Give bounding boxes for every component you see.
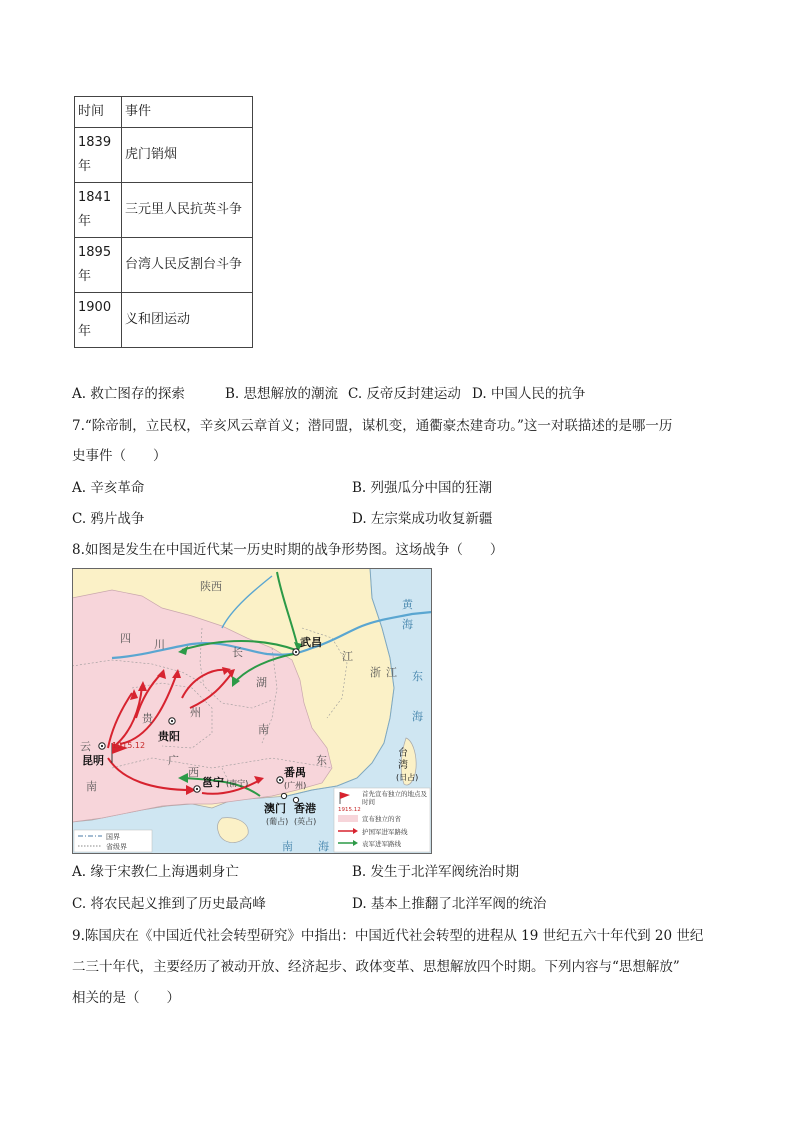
map-label-wuchang: 武昌 <box>300 636 322 649</box>
q7-stem-line2: 史事件（ ） <box>72 448 167 464</box>
map-label-yunnan-nan: 南 <box>86 780 97 793</box>
map-note-panyu: (广州) <box>284 781 307 790</box>
map-label-taiwan-note: (日占) <box>396 773 419 782</box>
map-label-sichuan-chuan: 川 <box>154 638 165 651</box>
q8-option-d: D. 基本上推翻了北洋军阀的统治 <box>352 896 547 912</box>
q7-option-c: C. 鸦片战争 <box>72 511 145 527</box>
map-label-zhe: 浙 <box>370 666 381 679</box>
map-label-panyu: 番禺 <box>284 766 306 779</box>
table-header-event: 事件 <box>122 97 253 128</box>
q9-stem-line3: 相关的是（ ） <box>72 990 180 1006</box>
map-note-aomen: (葡占) <box>266 817 289 826</box>
table-cell-year: 1900年 <box>75 293 122 348</box>
q7-option-b: B. 列强瓜分中国的狂潮 <box>352 480 493 496</box>
q7-option-d: D. 左宗棠成功收复新疆 <box>352 511 493 527</box>
table-cell-year: 1839年 <box>75 128 122 183</box>
map-note-xianggang: (英占) <box>294 817 317 826</box>
q6-option-d: D. 中国人民的抗争 <box>472 386 586 402</box>
table-cell-event: 义和团运动 <box>122 293 253 348</box>
map-label-guang: 广 <box>168 754 179 767</box>
map-label-taiwan-tai: 台 <box>398 748 408 759</box>
q8-stem: 8.如图是发生在中国近代某一历史时期的战争形势图。这场战争（ ） <box>72 542 504 558</box>
events-table <box>74 96 253 348</box>
table-header-row <box>75 97 253 128</box>
table-row <box>75 238 253 293</box>
map-main-legend <box>334 788 430 852</box>
table-cell-year: 1841年 <box>75 183 122 238</box>
map-legend-flag-date: 1915.12 <box>338 807 361 813</box>
map-label-nan: 南 <box>258 723 269 736</box>
map-border-legend <box>74 830 152 852</box>
map-label-yongning: 邕宁 <box>202 776 224 789</box>
table-row <box>75 128 253 183</box>
map-label-hu: 湖 <box>256 676 267 689</box>
table-cell-event: 虎门销烟 <box>122 128 253 183</box>
map-legend-province: 宣布独立的省 <box>362 815 401 823</box>
q8-option-c: C. 将农民起义推到了历史最高峰 <box>72 896 266 912</box>
table-header-time: 时间 <box>75 97 122 128</box>
map-label-shaanxi: 陕西 <box>200 580 222 593</box>
table-cell-event: 台湾人民反割台斗争 <box>122 238 253 293</box>
map-legend-green-route: 袁军进军路线 <box>362 840 401 848</box>
q6-option-c: C. 反帝反封建运动 <box>348 386 461 402</box>
map-label-nanhai-hai: 海 <box>318 840 329 853</box>
map-label-taiwan-wan: 湾 <box>398 760 408 771</box>
map-label-hai2: 海 <box>412 710 423 723</box>
map-label-hai1: 海 <box>402 618 413 631</box>
table-row <box>75 183 253 238</box>
map-label-kunming: 昆明 <box>82 754 104 767</box>
q8-option-a: A. 缘于宋教仁上海遇刺身亡 <box>72 864 239 880</box>
map-legend-province-border: 省级界 <box>106 843 127 851</box>
q9-stem-line2: 二三十年代，主要经历了被动开放、经济起步、政体变革、思想解放四个时期。下列内容与“思想解放” <box>72 959 680 975</box>
table-cell-event: 三元里人民抗英斗争 <box>122 183 253 238</box>
map-legend-flag-text: 首先宣布独立的地点及时间 <box>362 790 427 806</box>
map-label-sichuan-si: 四 <box>120 632 131 645</box>
q7-stem-line1: 7.“除帝制，立民权，辛亥风云章首义；潜同盟，谋机变，通衢豪杰建奇功。”这一对联描述的是哪一历 <box>72 418 673 434</box>
q7-option-a: A. 辛亥革命 <box>72 480 145 496</box>
map-label-nanhai-nan: 南 <box>282 840 293 853</box>
map-label-jiang2: 江 <box>386 666 397 679</box>
map-label-yun: 云 <box>80 740 91 753</box>
map-legend-red-route: 护国军进军路线 <box>362 828 408 836</box>
map-flag-date: 1915.12 <box>112 741 146 750</box>
map-label-gui: 贵 <box>142 712 153 725</box>
map-label-guiyang: 贵阳 <box>158 730 180 743</box>
war-situation-map <box>72 568 432 854</box>
table-row <box>75 293 253 348</box>
map-label-chang: 长 <box>232 646 243 659</box>
map-label-zhou: 州 <box>190 706 201 719</box>
map-legend-border: 国界 <box>106 833 120 841</box>
map-label-xi: 西 <box>188 766 199 779</box>
q6-option-b: B. 思想解放的潮流 <box>225 386 339 402</box>
table-cell-year: 1895年 <box>75 238 122 293</box>
q6-option-a: A. 救亡图存的探索 <box>72 386 185 402</box>
map-label-aomen: 澳门 <box>264 802 286 815</box>
map-note-yongning: (南宁) <box>226 779 249 788</box>
map-label-dong2: 东 <box>316 754 327 767</box>
q8-option-b: B. 发生于北洋军阀统治时期 <box>352 864 520 880</box>
map-label-xianggang: 香港 <box>294 802 316 815</box>
map-label-jiang: 江 <box>342 650 353 663</box>
map-label-dong: 东 <box>412 670 423 683</box>
map-label-huang: 黄 <box>402 598 413 611</box>
q9-stem-line1: 9.陈国庆在《中国近代社会转型研究》中指出：中国近代社会转型的进程从 19 世纪五六十年代到 20 世纪 <box>72 928 704 944</box>
